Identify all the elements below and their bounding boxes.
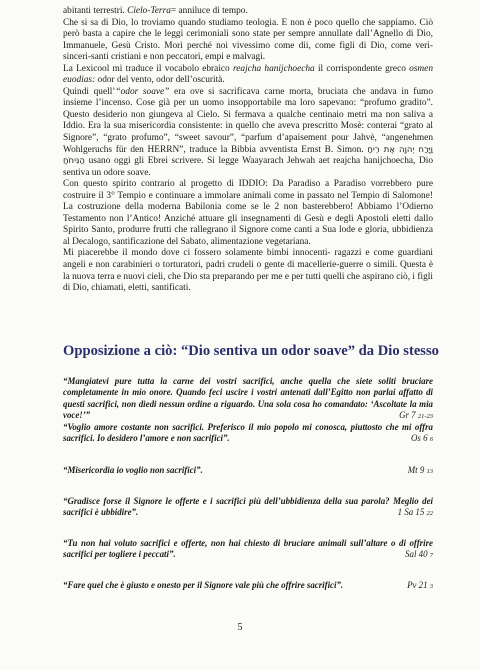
verse-ref-text: Sal 40 xyxy=(405,549,428,560)
quote-block xyxy=(63,376,433,422)
text-run-italic: reajcha hanijchoecha xyxy=(232,63,315,74)
verse-ref-number: 13 xyxy=(426,468,433,475)
verse-ref-number: 3 xyxy=(429,583,433,590)
quote-text: “Gradisce forse il Signore le offerte e i sacrifici più dell’ubbidienza della sua parola? Meglio dei sacrifici è ubbidire”. xyxy=(63,496,433,518)
quote-text: “Voglio amore costante non sacrifici. Preferisco il mio popolo mi conosca, piuttosto che mi offra sacrifici. Io desidero l’amore e non sacrifici”. xyxy=(63,422,433,444)
paragraph-6: Mi piacerebbe il mondo dove ci fossero solamente bimbi innocenti- ragazzi e come guardiani angeli e non carabinieri o torturatori, padri crudeli o gente di macellerie-guerre o simili. Questa è la nuova terra e nuovi cieli, che Dio sta preparando per me e per tutti quelli che aspirano ciò, i figli di Dio, chiamati, eletti, santificati. xyxy=(63,248,433,294)
text-run: abitanti terrestri. xyxy=(63,6,128,16)
verse-ref-text: Pv 21 xyxy=(407,580,428,590)
verse-ref-number: 21-23 xyxy=(417,412,433,420)
body-text xyxy=(63,6,433,295)
text-run-italic: “odor soave” xyxy=(115,86,170,97)
verse-reference xyxy=(402,465,433,477)
verse-reference xyxy=(401,580,433,592)
verse-ref-number: 22 xyxy=(426,510,433,518)
text-run: usano oggi gli Ebrei scrivere. Si legge Waayarach Jehwah aet reajcha hanijchoecha, Dio sentiva un odore soave. xyxy=(63,156,433,178)
paragraph-3 xyxy=(63,64,433,87)
quote-block xyxy=(63,465,433,477)
verse-ref-text: Mt 9 xyxy=(407,465,425,475)
quote-block xyxy=(63,422,433,446)
verse-ref-text: 1 Sa 15 xyxy=(397,507,425,518)
text-run: = anniluce di tempo. xyxy=(170,6,248,16)
verse-ref-text: Os 6 xyxy=(411,433,428,444)
text-run-italic: Cielo-Terra xyxy=(127,6,171,16)
verse-reference xyxy=(392,507,433,519)
verse-ref-text: Gr 7 xyxy=(399,409,416,420)
quote-text: “Tu non hai voluto sacrifici e offerte, non hai chiesto di bruciare animali sull’altare o di offrire sacrifici per togliere i peccati”. xyxy=(63,538,433,560)
verse-ref-number: 6 xyxy=(429,436,433,444)
paragraph-2: Che si sa di Dio, lo troviamo quando studiamo teologia. E non è poco quello che sappiamo. Ciò però basta a capire che le leggi cerimoniali sono state per sempre annullate dall’Agnello di Dio, Immanuele, Gesù Cristo. Morì perché noi vivessimo come dii, come figli di Dio, come veri-sinceri-santi cristiani e non peccatori, empi e malvagi. xyxy=(63,17,433,63)
text-run-italic: osmen euodias: xyxy=(63,63,433,86)
verse-reference xyxy=(399,549,433,561)
hebrew-text: וַיָּרַח יְהוָה אֶת רֵיחַ הַנִּיחֹחַ xyxy=(63,144,433,167)
text-run: era ove si sacrificava carne morta, bruciata che andava in fumo insieme l’incenso. Cose già per un uomo insopportabile ma loro sapevano: “profumo gradito”. Questo desiderio non giungeva al Cielo. Si fermava a qualche centinaio metri ma non saliva a Iddio. Era la sua misericordia consistente: in quello che aveva prescritto Mosè: conterai “grato al Signore”, “grato profumo”, “sweet savour”, “parfum d’apaisement pour Jahvè, “angenehmen Wohlgeruchs für den HERRN”, traduce la Bibbia avventista Ernst B. Simon. xyxy=(63,86,433,155)
quote-text: “Fare quel che è giusto e onesto per il Signore vale più che offrire sacrifici”. xyxy=(63,580,344,590)
quote-block xyxy=(63,496,433,520)
paragraph-5: Con questo spirito contrario al progetto di IDDIO: Da Paradiso a Paradiso vorrebbero pure costruire il 3° Tempio e continuare a immolare animali come in passato nel Tempio di Salomone! La costruzione della moderna Babilonia come se le 2 non basterebbero! Abbiamo l’Odierno Testamento non l’Antico! Anziché attuare gli insegnamenti di Gesù e degli Apostoli eletti dallo Spirito Santo, produrre frutti che rallegrano il Signore come canti a Sua lode e gloria, ubbidienza al Decalogo, santificazione del Sabato, alimentazione vegetariana. xyxy=(63,179,433,247)
text-run: La Lexicool mi traduce il vocabolo ebraico xyxy=(63,63,233,74)
verse-reference xyxy=(393,410,433,422)
quote-text: “Misericordia io voglio non sacrifici”. xyxy=(63,465,203,475)
quote-block xyxy=(63,538,433,562)
paragraph-1 xyxy=(63,6,433,18)
page-number: 5 xyxy=(237,622,243,633)
text-run: il corrispondente greco xyxy=(314,63,410,74)
section-heading: Opposizione a ciò: “Dio sentiva un odor soave” da Dio stesso xyxy=(63,343,439,359)
text-run: odor del vento, odor dell’oscurità. xyxy=(95,75,225,86)
quote-text: “Mangiatevi pure tutta la carne dei vostri sacrifici, anche quella che siete soliti bruciare completamente in mio onore. Quando feci uscire i vostri antenati dall’Egitto non parlai affatto di questi sacrifici, non diedi nessun ordine a riguardo. Una sola cosa ho comandato: ‘Ascoltate la mia voce!’” xyxy=(63,376,433,420)
verse-ref-number: 7 xyxy=(429,552,433,560)
paragraph-4 xyxy=(63,87,433,179)
quote-block xyxy=(63,580,433,592)
verse-reference xyxy=(405,433,433,445)
text-run: Quindi quell’ xyxy=(63,86,116,97)
